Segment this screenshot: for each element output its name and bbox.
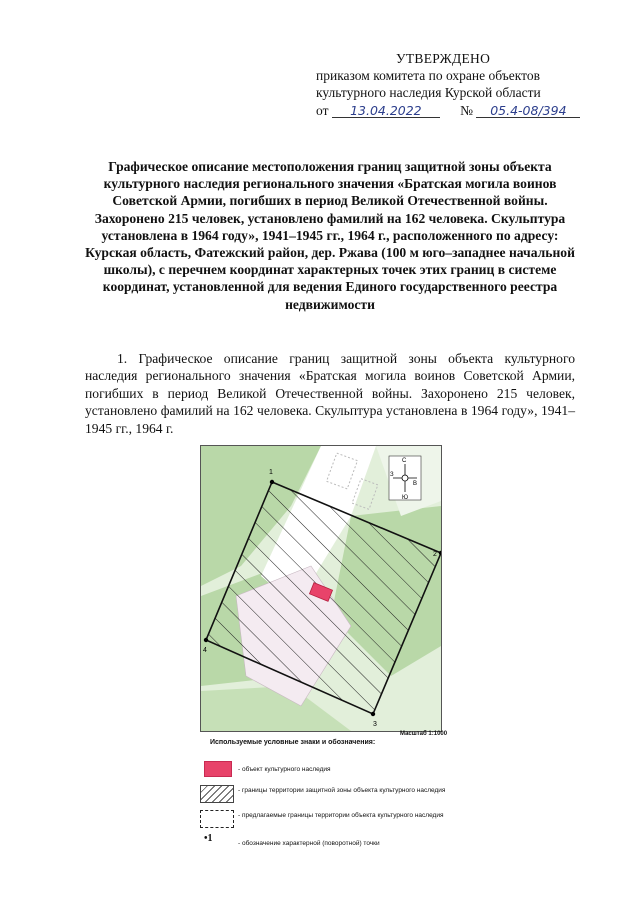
approval-line-1: приказом комитета по охране объектов (316, 68, 540, 83)
point-label-2: 2 (433, 551, 437, 558)
compass-east: В (413, 481, 418, 487)
legend-point-label: - обозначение характерной (поворотной) точки (238, 840, 380, 847)
point-3 (371, 712, 375, 716)
point-label-4: 4 (203, 647, 207, 654)
legend-heritage-label: - объект культурного наследия (238, 766, 331, 773)
legend-hatch-swatch (200, 785, 234, 803)
from-label: от (316, 103, 329, 118)
map-svg (201, 446, 441, 731)
approval-stamp (316, 50, 616, 119)
legend-heritage-swatch (204, 761, 232, 777)
legend-dashed-swatch (200, 810, 234, 828)
document-title: Графическое описание местоположения границ защитной зоны объекта культурного наследия регионального значения «Братская могила воинов Советской Армии, погибших в период Великой Отечественной войны. Захоронено 215 человек, установлено фамилий на 162 человека. Скульптура установлена в 1964 году», 1941–1945 гг., 1964 г., расположенного по адресу: Курская область, Фатежский район, дер. Ржава (100 м юго–западнее начальной школы), с перечнем координат характерных точек этих границ в системе координат, установленной для ведения Единого государственного реестра недвижимости (85, 159, 575, 312)
compass-south: Ю (402, 495, 409, 501)
number-label: № (460, 103, 473, 118)
paragraph-1: 1. Графическое описание границ защитной зоны объекта культурного наследия регионального значения «Братская могила воинов Советской Армии, погибших в период Великой Отечественной войны. Захоронено 215 человек, установлено фамилий на 162 человека. Скульптура установлена в 1964 году», 1941–1945 гг., 1964 г. (85, 351, 575, 436)
legend-title: Используемые условные знаки и обозначения: (210, 739, 376, 746)
map-scale: Масштаб 1:1000 (400, 731, 448, 737)
approval-heading: УТВЕРЖДЕНО (396, 51, 491, 66)
approval-line-2: культурного наследия Курской области (316, 85, 541, 100)
compass-north: С (402, 458, 407, 464)
point-label-1: 1 (269, 469, 273, 476)
legend-point-symbol: •1 (204, 833, 213, 844)
point-4 (204, 638, 208, 642)
point-label-3: 3 (373, 721, 377, 728)
compass (389, 456, 421, 501)
approval-signature-line (316, 102, 616, 119)
handwritten-date: 13.04.2022 (332, 104, 440, 118)
point-1 (270, 480, 274, 484)
site-map (200, 445, 442, 732)
handwritten-number: 05.4-08/394 (476, 104, 580, 118)
legend-proposed-label: - предлагаемые границы территории объекта культурного наследия (238, 812, 444, 819)
compass-west: З (390, 472, 394, 478)
legend-zone-label: - границы территории защитной зоны объекта культурного наследия (238, 787, 446, 794)
